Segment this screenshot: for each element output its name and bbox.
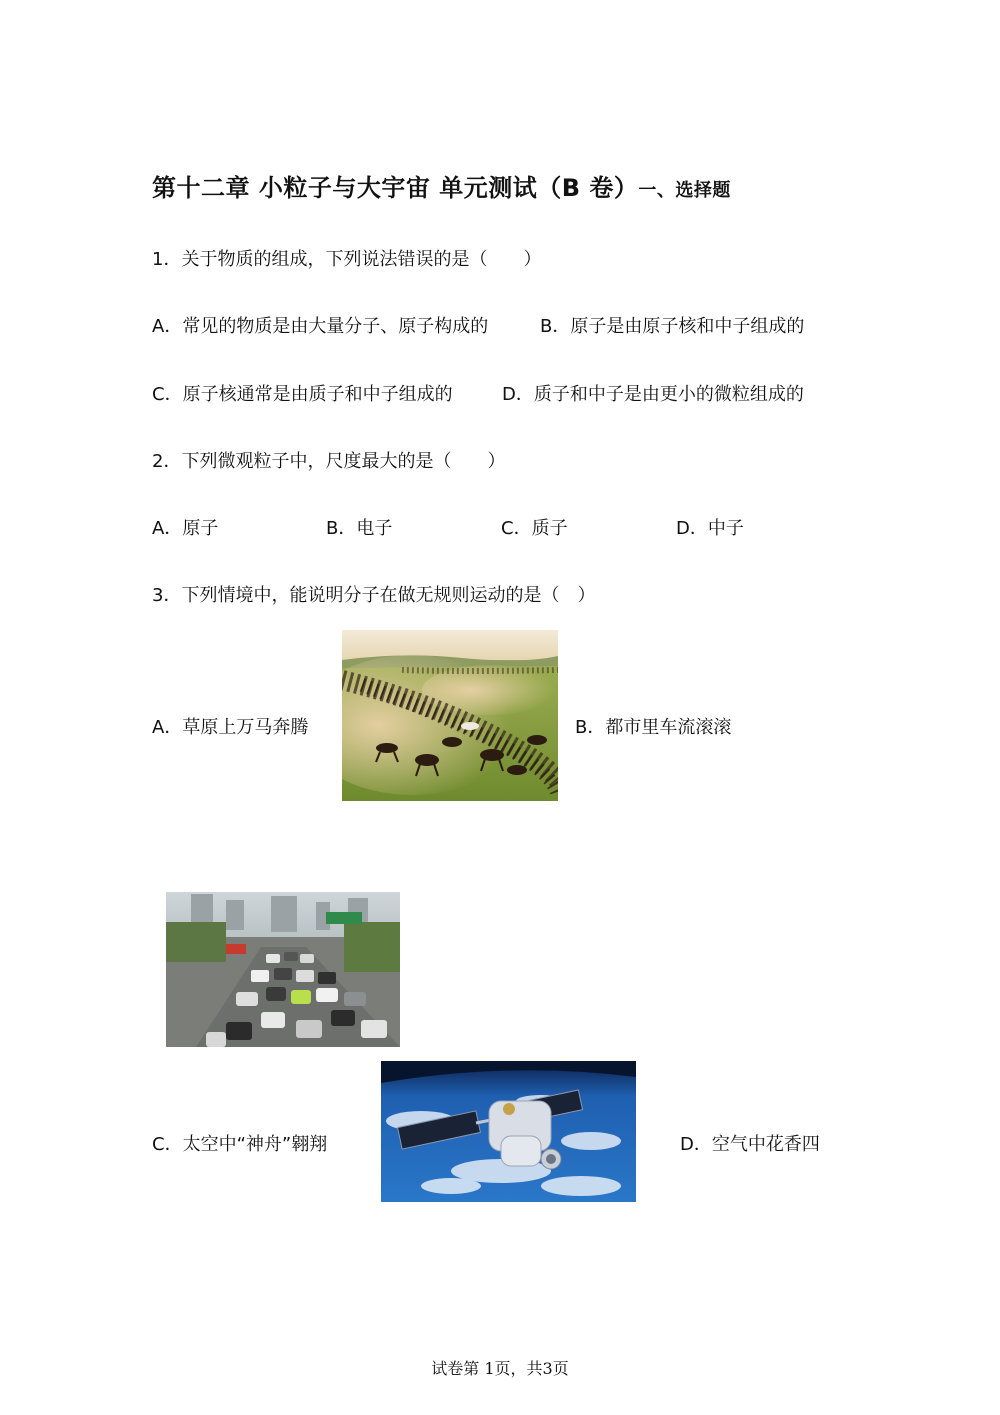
traffic-image xyxy=(166,892,400,1047)
horses-image xyxy=(342,630,558,801)
question-3-option-a: A．草原上万马奔腾 xyxy=(152,717,309,738)
question-2-option-b: B．电子 xyxy=(326,518,393,539)
question-1-option-a: A．常见的物质是由大量分子、原子构成的 xyxy=(152,316,489,337)
question-3-option-b: B．都市里车流滚滚 xyxy=(575,717,732,738)
question-2-option-a: A．原子 xyxy=(152,518,219,539)
page-footer: 试卷第 1页，共3页 xyxy=(431,1359,569,1378)
page-title xyxy=(152,168,731,203)
question-2-stem: 2．下列微观粒子中，尺度最大的是（ ） xyxy=(152,451,506,472)
question-3-option-c: C．太空中“神舟”翱翔 xyxy=(152,1134,328,1155)
question-2-option-c: C．质子 xyxy=(501,518,568,539)
question-1-option-c: C．原子核通常是由质子和中子组成的 xyxy=(152,384,453,405)
question-2-option-d: D．中子 xyxy=(676,518,744,539)
question-1-option-d: D．质子和中子是由更小的微粒组成的 xyxy=(502,384,804,405)
spacecraft-image xyxy=(381,1061,636,1202)
question-1-stem: 1．关于物质的组成，下列说法错误的是（ ） xyxy=(152,249,542,270)
question-1-option-b: B．原子是由原子核和中子组成的 xyxy=(540,316,805,337)
question-3-stem: 3．下列情境中，能说明分子在做无规则运动的是（ ） xyxy=(152,585,596,606)
title-section: 一、选择题 xyxy=(638,180,731,201)
title-main: 第十二章 小粒子与大宇宙 单元测试（B 卷） xyxy=(152,174,639,202)
question-3-option-d: D．空气中花香四 xyxy=(680,1134,820,1155)
space-station-photo-icon xyxy=(381,1061,636,1202)
traffic-photo-icon xyxy=(166,892,400,1047)
horses-photo-icon xyxy=(342,630,558,801)
